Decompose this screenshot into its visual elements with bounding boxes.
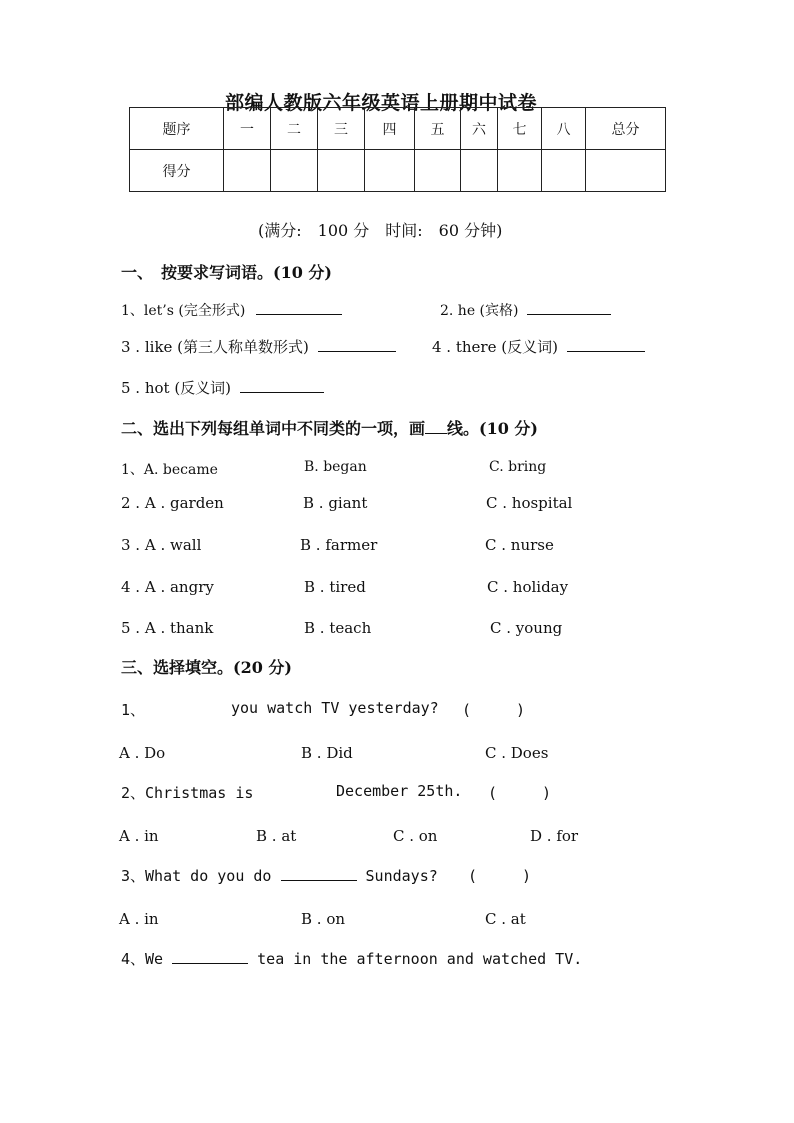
question-item <box>121 300 342 320</box>
option-b[interactable]: B . tired <box>304 578 366 596</box>
answer-blank[interactable] <box>567 337 645 352</box>
option-b[interactable]: B . at <box>256 827 297 845</box>
answer-blank[interactable] <box>240 378 324 393</box>
score-entry-cell[interactable] <box>586 150 666 192</box>
answer-blank[interactable] <box>527 300 611 315</box>
page-title: 部编人教版六年级英语上册期中试卷 <box>225 92 538 114</box>
question-text: Sundays? <box>365 867 438 885</box>
option-c[interactable]: C. bring <box>489 459 547 475</box>
answer-parentheses[interactable]: ( ) <box>488 784 552 802</box>
option-b[interactable]: B . Did <box>301 744 353 762</box>
option-c[interactable]: C . young <box>490 619 563 637</box>
option-d[interactable]: D . for <box>530 827 579 845</box>
answer-blank[interactable] <box>172 949 248 964</box>
table-cell: 五 <box>415 108 461 150</box>
answer-blank[interactable] <box>256 300 342 315</box>
option-b[interactable]: B . on <box>301 910 346 928</box>
question-item <box>121 336 396 357</box>
table-cell: 六 <box>461 108 498 150</box>
option-a[interactable]: A . in <box>119 827 159 845</box>
option-b[interactable]: B . farmer <box>300 536 378 554</box>
question-item <box>121 865 438 886</box>
answer-blank[interactable] <box>318 337 396 352</box>
table-cell: 二 <box>271 108 318 150</box>
section2-heading <box>121 416 538 439</box>
question-item <box>440 300 611 320</box>
exam-info: (满分: 100 分 时间: 60 分钟) <box>258 221 503 240</box>
answer-blank[interactable] <box>281 866 357 881</box>
score-entry-cell[interactable] <box>365 150 415 192</box>
score-table <box>129 107 666 192</box>
option-a[interactable]: 1、A. became <box>121 462 218 478</box>
underline-mark <box>425 419 447 434</box>
section1-heading: 一、 按要求写词语。(10 分) <box>121 263 332 282</box>
question-text: 4、We <box>121 950 164 968</box>
table-cell: 七 <box>498 108 542 150</box>
score-entry-cell[interactable] <box>224 150 271 192</box>
question-text: 2. he (宾格) <box>440 303 519 319</box>
option-c[interactable]: C . nurse <box>485 536 554 554</box>
score-entry-cell[interactable] <box>271 150 318 192</box>
option-a[interactable]: A . Do <box>119 744 166 762</box>
score-entry-cell[interactable] <box>461 150 498 192</box>
option-a[interactable]: 5 . A . thank <box>121 619 214 637</box>
option-c[interactable]: C . holiday <box>487 578 569 596</box>
answer-parentheses[interactable]: ( ) <box>462 701 526 719</box>
score-table-header-row <box>130 108 666 150</box>
question-item <box>121 377 324 398</box>
question-item <box>121 948 582 969</box>
option-c[interactable]: C . hospital <box>486 494 573 512</box>
table-cell: 题序 <box>130 108 224 150</box>
table-cell: 四 <box>365 108 415 150</box>
question-text: 3 . like (第三人称单数形式) <box>121 338 309 356</box>
section3-heading: 三、选择填空。(20 分) <box>121 658 292 677</box>
question-text: December 25th. <box>336 782 463 800</box>
table-cell: 八 <box>542 108 586 150</box>
question-text: 1、let’s (完全形式) <box>121 303 246 319</box>
score-entry-cell[interactable] <box>318 150 365 192</box>
option-c[interactable]: C . at <box>485 910 526 928</box>
score-table-score-row <box>130 150 666 192</box>
score-entry-cell[interactable] <box>542 150 586 192</box>
heading-text: 线。(10 分) <box>447 419 538 438</box>
option-b[interactable]: B . giant <box>303 494 368 512</box>
question-text: 2、Christmas is <box>121 784 254 802</box>
table-cell: 三 <box>318 108 365 150</box>
option-a[interactable]: 3 . A . wall <box>121 536 202 554</box>
answer-parentheses[interactable]: ( ) <box>468 867 532 885</box>
score-entry-cell[interactable] <box>415 150 461 192</box>
question-text: 4 . there (反义词) <box>432 338 558 356</box>
question-number: 1、 <box>121 701 146 719</box>
question-text: 5 . hot (反义词) <box>121 379 232 397</box>
table-cell: 总分 <box>586 108 666 150</box>
question-text: tea in the afternoon and watched TV. <box>257 950 583 968</box>
option-a[interactable]: A . in <box>119 910 159 928</box>
question-text: 3、What do you do <box>121 867 272 885</box>
heading-text: 二、选出下列每组单词中不同类的一项，画 <box>121 419 426 438</box>
question-text: you watch TV yesterday? <box>231 699 439 717</box>
option-a[interactable]: 2 . A . garden <box>121 494 224 512</box>
option-b[interactable]: B . teach <box>304 619 372 637</box>
score-entry-cell[interactable] <box>498 150 542 192</box>
table-cell: 一 <box>224 108 271 150</box>
option-a[interactable]: 4 . A . angry <box>121 578 214 596</box>
table-cell: 得分 <box>130 150 224 192</box>
question-item <box>432 336 645 357</box>
option-c[interactable]: C . on <box>393 827 438 845</box>
option-b[interactable]: B. began <box>304 459 367 475</box>
option-c[interactable]: C . Does <box>485 744 549 762</box>
